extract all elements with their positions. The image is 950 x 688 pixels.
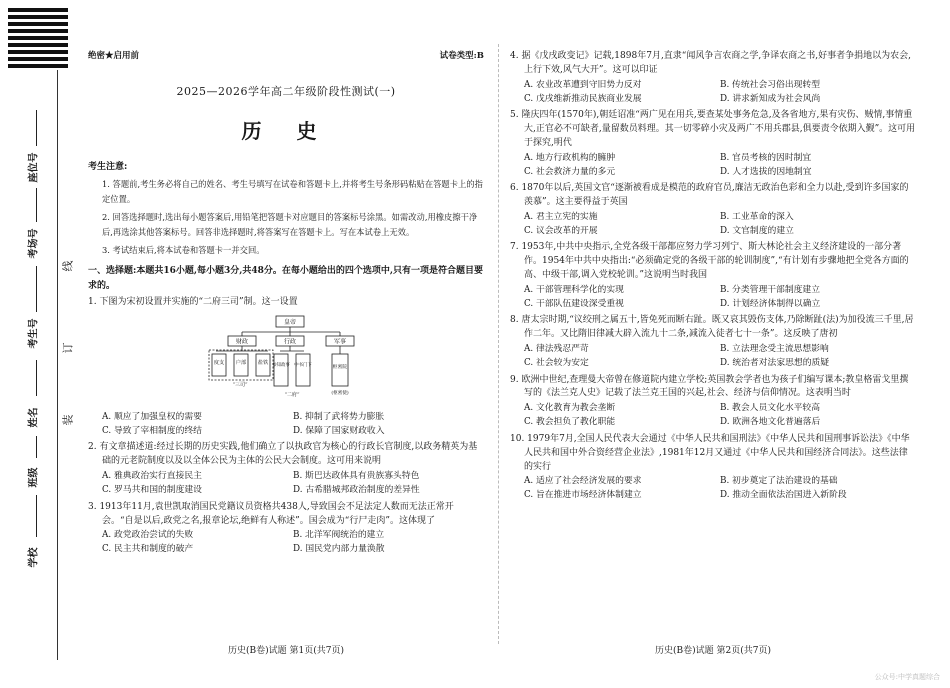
question-stem: 5. 隆庆四年(1570年),朝廷诏准“两广见在用兵,要查某处事务危急,及各省地方,果有灾伤、贼情,事情重大,正官必不可缺者,量留数员料理。其一切零碎小灾及两广不用兵郡县,俱要责令依期入觐”。这可用于探究,明代 (510, 110, 916, 148)
option-d: D. 人才选拔的因地制宜 (720, 166, 812, 177)
question-stem: 3. 1913年11月,袁世凯取消国民党籍议员资格共438人,导致国会不足法定人数而无法正常开会。“自是以后,政党之名,报章论坛,绝鲜有人称述”。国会成为“行尸走肉”。这体现了 (88, 501, 454, 526)
option-c: C. 戊戌维新推动民族商业发展 (524, 93, 642, 104)
option-b: B. 斯巴达政体具有贵族寡头特色 (293, 471, 420, 482)
options-grid (510, 152, 916, 179)
footer-left: 历史(B卷)试题 第1页(共7页) (228, 646, 344, 656)
option-a: A. 顺应了加强皇权的需要 (102, 412, 202, 423)
svg-text:户部: 户部 (235, 360, 247, 367)
option-d: D. 文官制度的建立 (720, 225, 794, 236)
question-6 (510, 182, 916, 238)
svg-text:“二府”: “二府” (284, 392, 300, 399)
svg-text:中书门下: 中书门下 (294, 363, 312, 369)
option-b: B. 北洋军阀统治的建立 (293, 530, 385, 541)
option-a: A. 律法残忍严苛 (524, 344, 589, 355)
question-7 (510, 241, 916, 311)
barcode-stripes (8, 8, 68, 68)
options-grid (88, 470, 484, 497)
svg-text:参知政事: 参知政事 (272, 363, 290, 369)
option-b: B. 官员考核的因时制宜 (720, 152, 812, 163)
option-b: B. 分类管理干部制度建立 (720, 285, 821, 296)
svg-text:盐铁: 盐铁 (257, 360, 269, 367)
room-number-blank (36, 188, 37, 222)
option-d: D. 国民党内部力量涣散 (293, 544, 385, 555)
left-column (88, 44, 484, 560)
option-d: D. 古希腊城邦政治制度的差异性 (293, 484, 420, 495)
name-blank (36, 360, 37, 396)
notice-item: 2. 回答选择题时,选出每小题答案后,用铅笔把答题卡对应题目的答案标号涂黑。如需改动,用橡皮擦干净后,再选涂其他答案标号。回答非选择题时,将答案写在答题卡上。写在本试卷上无效。 (102, 212, 478, 237)
question-9 (510, 374, 916, 430)
erfu-sansi-diagram (208, 314, 372, 400)
option-a: A. 农业改革遭到守旧势力反对 (524, 79, 642, 90)
options-grid (88, 411, 484, 438)
column-divider (498, 44, 499, 644)
binding-line (57, 70, 58, 660)
option-c: C. 干部队伍建设深受重视 (524, 298, 624, 309)
binding-strip (0, 0, 74, 688)
svg-text:“三司”: “三司” (232, 382, 248, 389)
student-number-blank (36, 266, 37, 312)
header-row (88, 50, 484, 63)
option-b: B. 工业革命的深入 (720, 212, 794, 223)
option-b: B. 立法理念受主流思想影响 (720, 344, 829, 355)
right-column (510, 50, 916, 506)
svg-text:皇帝: 皇帝 (283, 319, 297, 327)
question-8 (510, 314, 916, 370)
footer-right: 历史(B卷)试题 第2页(共7页) (655, 646, 771, 656)
options-grid (510, 211, 916, 238)
svg-text:财政: 财政 (235, 338, 249, 346)
option-d: D. 计划经济体制得以确立 (720, 298, 821, 309)
question-stem: 8. 唐太宗时期,“议绞刑之属五十,皆免死而断右趾。既又哀其毁伤支体,乃除断趾(法)为加役流三千里,居作二年。又比隋旧律减大辟入流九十二条,减流入徒者七十一条”。这反映了唐初 (510, 315, 914, 340)
options-grid (510, 402, 916, 429)
notice-item: 1. 答题前,考生务必将自己的姓名、考生号填写在试卷和答题卡上,并将考生号条形码粘贴在答题卡上的指定位置。 (102, 179, 483, 204)
notice-item: 3. 考试结束后,将本试卷和答题卡一并交回。 (102, 245, 265, 256)
name-label: 姓名 (28, 407, 40, 428)
svg-text:行政: 行政 (283, 338, 297, 346)
option-d: D. 统治者对法家思想的质疑 (720, 357, 830, 368)
option-d: D. 讲求新知成为社会风尚 (720, 93, 821, 104)
option-b: B. 教会人员文化水平较高 (720, 403, 821, 414)
option-a: A. 文化教育为教会垄断 (524, 403, 616, 414)
option-c: C. 罗马共和国的制度建设 (102, 484, 202, 495)
question-stem: 10. 1979年7月,全国人民代表大会通过《中华人民共和国刑法》《中华人民共和国刑事诉讼法》《中华人民共和国中外合资经营企业法》,1981年12月又通过《中华人民共和国经济合同法》。这些法律的实行 (510, 433, 910, 472)
room-number-label: 考场号 (28, 228, 40, 259)
option-d: D. 保障了国家财政收入 (293, 425, 385, 436)
options-grid (510, 475, 916, 502)
cut-mark-line: 线 (61, 260, 75, 272)
school-blank (36, 495, 37, 537)
option-a: A. 干部管理科学化的实现 (524, 285, 624, 296)
question-2 (88, 441, 484, 497)
options-grid (88, 529, 484, 556)
seat-number-label: 座位号 (28, 152, 40, 183)
student-number-label: 考生号 (28, 318, 40, 349)
option-b: B. 抑制了武将势力膨胀 (293, 412, 385, 423)
svg-text:枢密院: 枢密院 (332, 365, 348, 371)
options-grid (510, 284, 916, 311)
secret-label: 绝密★启用前 (88, 51, 140, 61)
school-label: 学校 (28, 547, 40, 568)
option-b: B. 传统社会习俗出现转型 (720, 79, 821, 90)
exam-title: 2025—2026学年高二年级阶段性测试(一) (176, 85, 396, 99)
question-1 (88, 296, 484, 438)
question-stem: 2. 有文章描述道:经过长期的历史实践,他们确立了以执政官为核心的行政长官制度,以政务精英为基础的元老院制度以及以全体公民为主体的公民大会制度。这可用来说明 (88, 442, 478, 467)
question-stem: 9. 欧洲中世纪,查理曼大帝曾在修道院内建立学校;英国教会学者也为孩子们编写课本;教皇格雷戈里撰写的《法兰克人史》记载了法兰克王国的兴起,社会、经济与信仰情况。这表明当时 (510, 374, 909, 399)
option-c: C. 教会担负了教化职能 (524, 417, 616, 427)
option-a: A. 地方行政机构的臃肿 (524, 152, 616, 163)
option-d: D. 欧洲各地文化普遍落后 (720, 417, 821, 427)
option-c: C. 旨在推进市场经济体制建立 (524, 490, 642, 501)
option-a: A. 政党政治尝试的失败 (102, 530, 194, 541)
subject-title: 历 史 (241, 119, 331, 144)
exam-type-label: 试卷类型:B (439, 51, 484, 61)
class-blank (36, 436, 37, 458)
option-c: C. 民主共和制度的破产 (102, 544, 194, 555)
watermark: 公众号:中学真题综合 (874, 673, 940, 681)
option-a: A. 雅典政治实行直接民主 (102, 471, 202, 482)
question-3 (88, 501, 484, 557)
options-grid (510, 79, 916, 106)
question-stem: 1. 下图为宋初设置并实施的“二府三司”制。这一设置 (88, 297, 298, 308)
option-a: A. 适应了社会经济发展的要求 (524, 476, 642, 487)
option-d: D. 推动全面依法治国进入新阶段 (720, 490, 847, 501)
svg-text:(枢密使): (枢密使) (331, 391, 349, 397)
section-heading: 一、选择题:本题共16小题,每小题3分,共48分。在每小题给出的四个选项中,只有一项是符合题目要求的。 (88, 265, 484, 292)
question-stem: 6. 1870年以后,英国文官“逐渐被看成是模范的政府官员,廉洁无政治色彩和全力以赴,受到许多国家的羡慕”。这主要得益于英国 (510, 183, 909, 208)
question-stem: 7. 1953年,中共中央指示,全党各级干部都应努力学习列宁、斯大林论社会主义经济建设的一部分著作。1954年中共中央指出:“必须确定党的各级干部的轮训制度”,“有计划有步骤地把全党各方面的高、中级干部,调入党校轮训。”这说明当时我国 (510, 242, 909, 281)
question-4 (510, 50, 916, 106)
option-c: C. 社会救济力量的多元 (524, 166, 616, 177)
option-a: A. 君主立宪的实施 (524, 212, 598, 223)
cut-mark-bind: 订 (61, 342, 75, 354)
option-c: C. 社会较为安定 (524, 357, 589, 368)
question-10 (510, 433, 916, 503)
option-c: C. 导致了宰相制度的终结 (102, 425, 202, 436)
options-grid (510, 343, 916, 370)
class-label: 班级 (28, 467, 40, 488)
svg-text:度支: 度支 (213, 360, 225, 367)
seat-number-blank (36, 110, 37, 146)
cut-mark-fix: 装 (61, 414, 75, 426)
question-5 (510, 109, 916, 179)
notice-heading: 考生注意: (88, 162, 128, 173)
question-stem: 4. 据《戊戌政变记》记载,1898年7月,直隶“闻风争言农商之学,争译农商之书,好事者争捐地以为农会,上行下效,风气大开”。这可以印证 (510, 51, 911, 75)
svg-text:军事: 军事 (333, 338, 347, 346)
option-c: C. 议会改革的开展 (524, 225, 598, 236)
option-b: B. 初步奠定了法治建设的基础 (720, 476, 838, 487)
